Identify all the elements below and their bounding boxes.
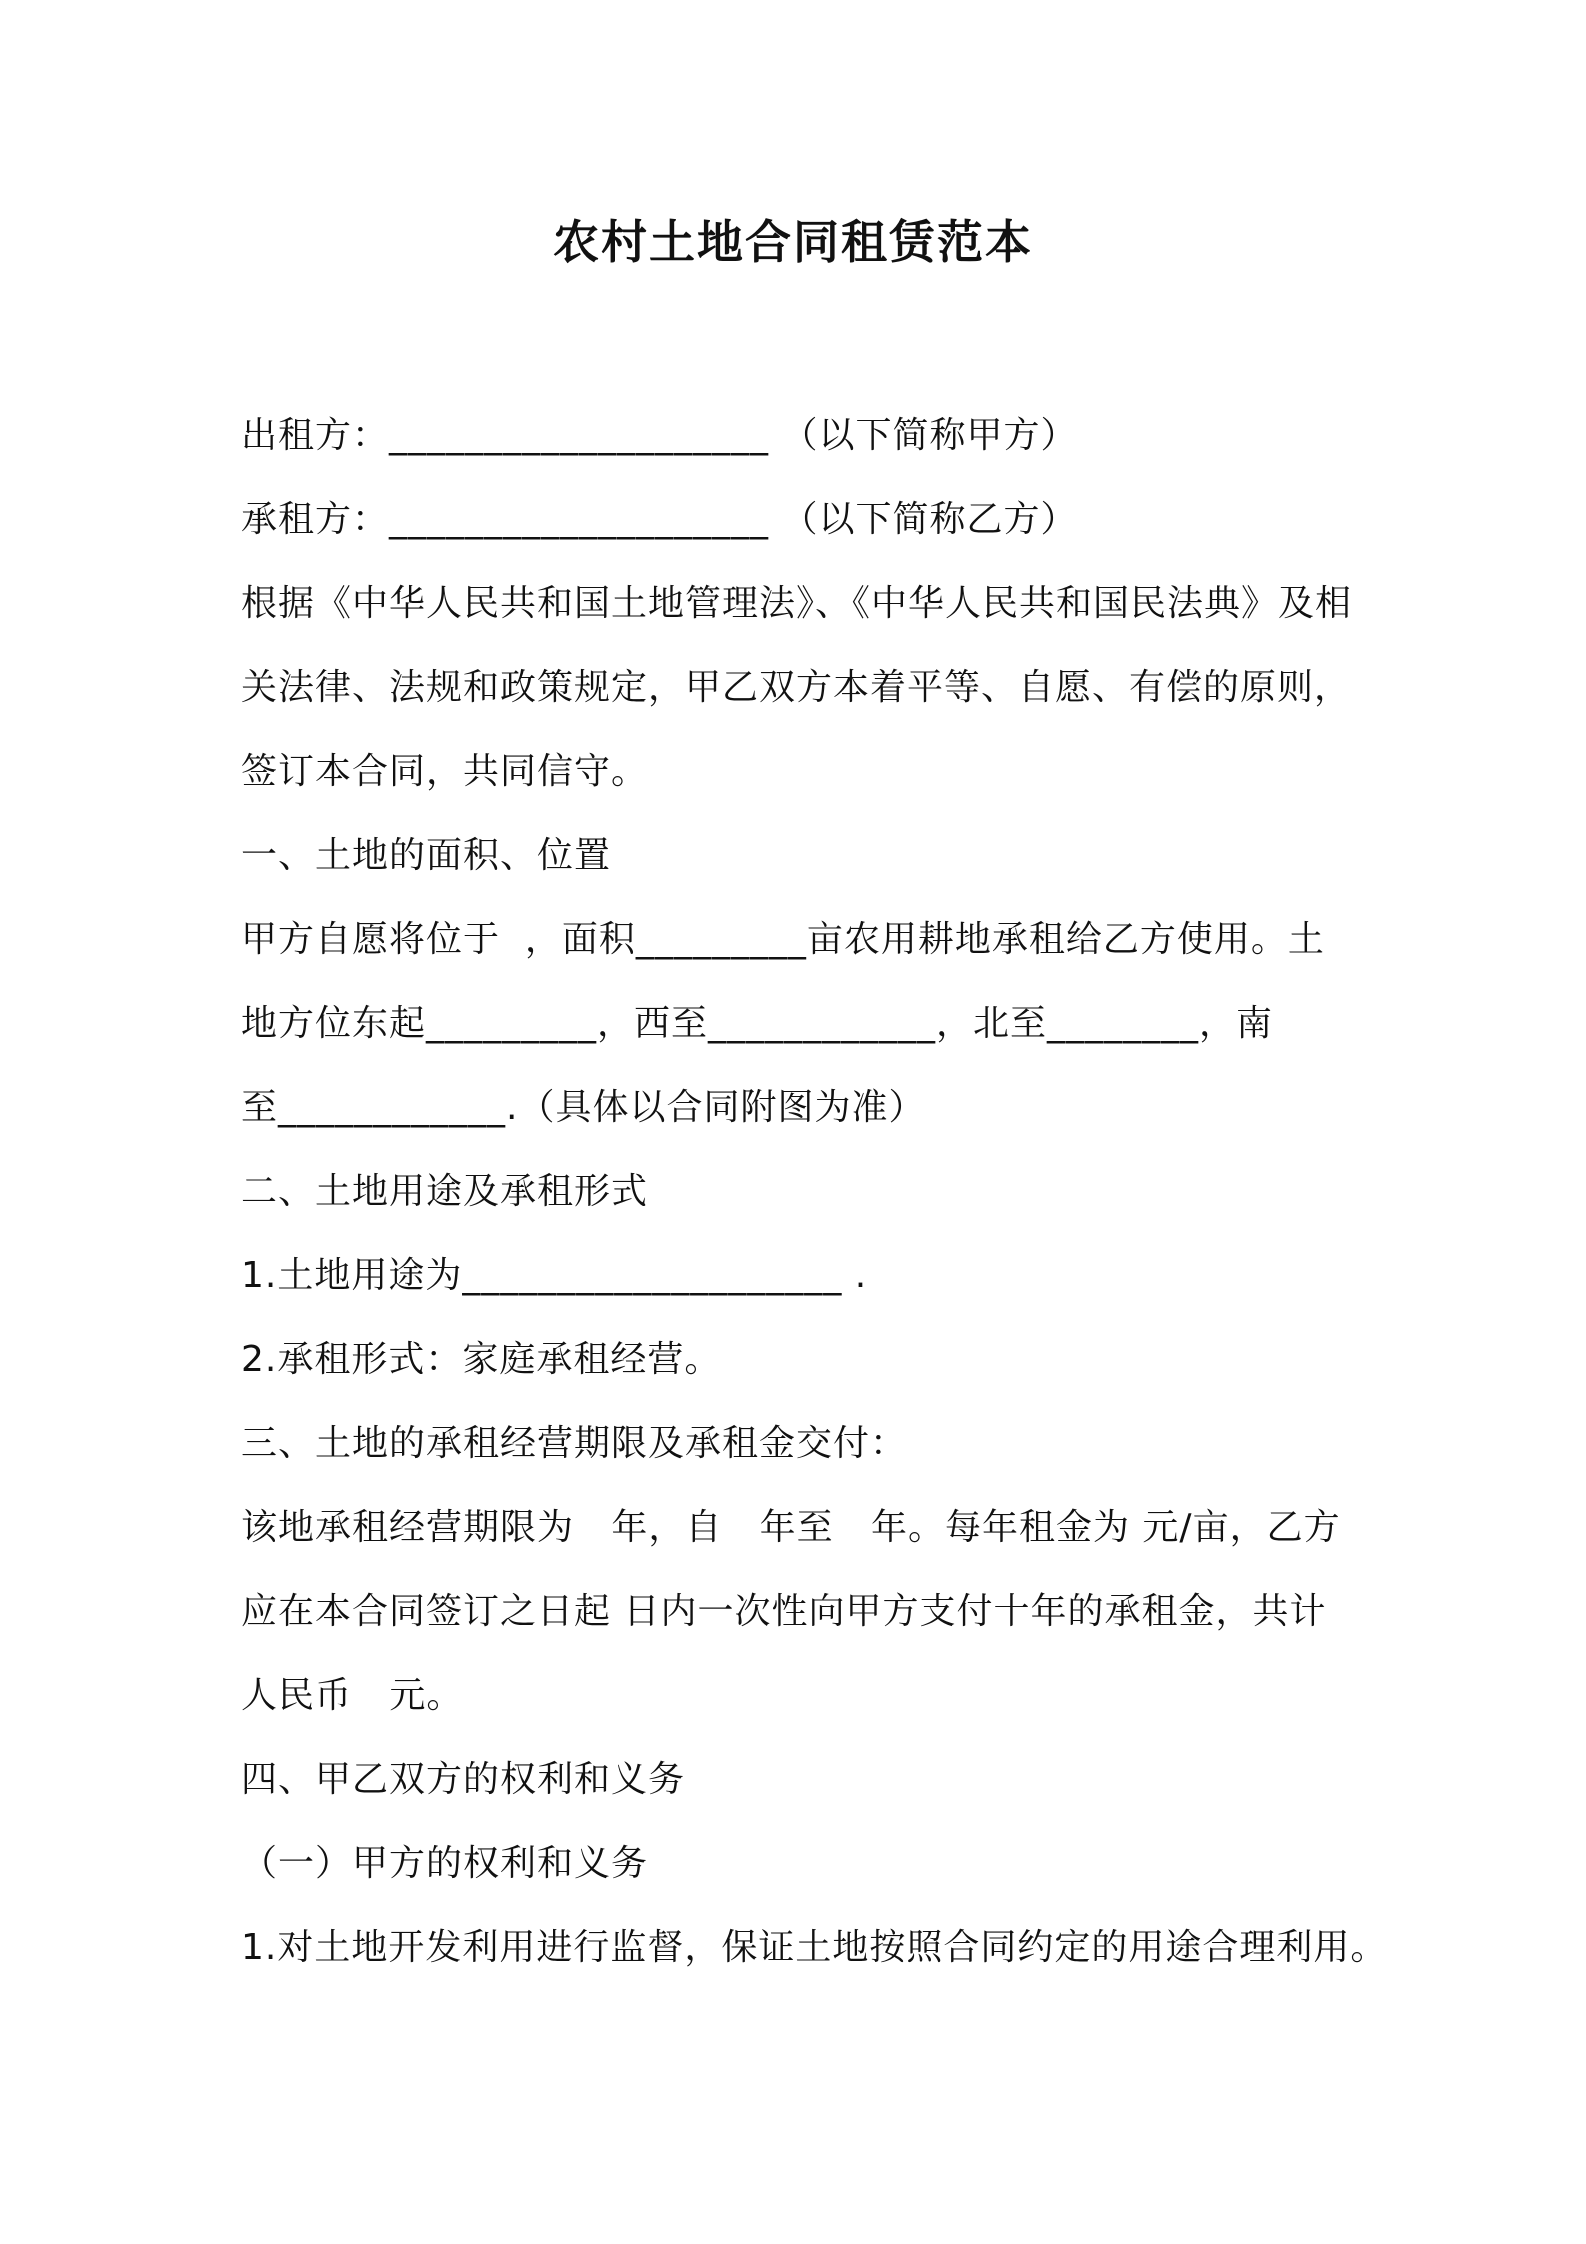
section-heading-4: 四、甲乙双方的权利和义务 <box>241 1759 686 1800</box>
section-heading-3: 三、土地的承租经营期限及承租金交付： <box>241 1423 908 1464</box>
body-paragraph-line-3: 签订本合同，共同信守。 <box>241 751 649 792</box>
lessee-line: 承租方：____________________ （以下简称乙方） <box>241 499 1078 540</box>
section-heading-2: 二、土地用途及承租形式 <box>241 1171 649 1212</box>
section-2-item-1: 1.土地用途为____________________ . <box>241 1255 868 1296</box>
subsection-1-item-1: 1.对土地开发利用进行监督，保证土地按照合同约定的用途合理利用。 <box>241 1927 1388 1968</box>
section-1-line-1: 甲方自愿将位于 ，面积_________亩农用耕地承租给乙方使用。土 <box>241 919 1325 960</box>
section-1-line-2: 地方位东起_________，西至____________，北至________，南 <box>241 1003 1274 1044</box>
section-heading-1: 一、土地的面积、位置 <box>241 835 612 876</box>
body-paragraph-line-2: 关法律、法规和政策规定，甲乙双方本着平等、自愿、有偿的原则， <box>241 667 1352 708</box>
section-3-line-2: 应在本合同签订之日起 日内一次性向甲方支付十年的承租金，共计 <box>241 1591 1327 1632</box>
subsection-heading-1: （一）甲方的权利和义务 <box>241 1843 649 1884</box>
section-3-line-3: 人民币 元。 <box>241 1675 464 1716</box>
body-paragraph-line-1: 根据《中华人民共和国土地管理法》、《中华人民共和国民法典》及相 <box>241 583 1353 624</box>
section-2-item-2: 2.承租形式：家庭承租经营。 <box>241 1339 722 1380</box>
section-3-line-1: 该地承租经营期限为 年，自 年至 年。每年租金为 元/亩，乙方 <box>241 1507 1341 1548</box>
section-1-line-3: 至____________.（具体以合同附图为准） <box>241 1087 926 1128</box>
document-title: 农村土地合同租赁范本 <box>553 215 1033 269</box>
lessor-line: 出租方：____________________ （以下简称甲方） <box>241 415 1078 456</box>
